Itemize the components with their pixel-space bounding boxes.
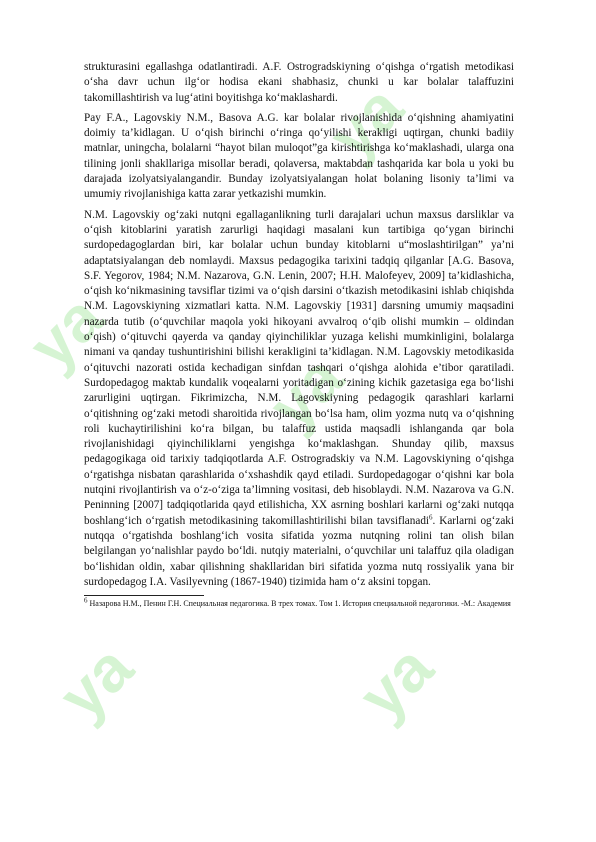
watermark: ya [344, 631, 447, 733]
footnote-marker: 6 [84, 596, 88, 605]
watermark: ya [254, 341, 357, 443]
document-body [84, 60, 514, 610]
footnote-divider [84, 595, 204, 596]
paragraph-3-text-end: . Karlarni og‘zaki nutqqa o‘rgatishda boshlang‘ich vosita sifatida yozma nutqning rolini tan olish bilan belgilangan yo‘nalishlar paydo bo‘ldi. nutqiy materialni, o‘quvchilar uni talaffuz qila oladigan bo‘lishidan oldin, xabar qilishning shakllaridan biri sifatida yozma nutq rossiyalik yana bir surdopedagog I.A. Vasilyevning (1867-1940) tizimida ham o‘z aksini topgan. [84, 514, 514, 588]
footnote [84, 596, 514, 610]
paragraph-3-text: N.M. Lagovskiy og‘zaki nutqni egallaganlikning turli darajalari uchun maxsus darsliklar va o‘qish kitoblarini yaratish zarurligi haqidagi masalani kun tartibiga qo‘ygan birinchi surdopedagoglardan biri, kar bolalar uchun bunday kitoblarni u“moslashtirilgan” ya’ni adaptatsiyalangan deb nomlaydi. Maxsus pedagogika tarixini tadqiq qilganlar [A.G. Basova, S.F. Yegorov, 1984; N.M. Nazarova, G.N. Lenin, 2007; H.H. Malofeyev, 2009] ta’kidlashicha, o‘qish ko‘nikmasining tavsiflar tizimi va o‘qish darsini o‘tkazish metodikasini ishlab chiqishda N.M. Lagovskiyning xizmatlari katta. N.M. Lagovskiy [1931] darsning umumiy maqsadini nazarda tutib (o‘quvchilar maqola yoki hikoyani avvalroq o‘qib olishi mumkin – oldindan o‘qish) o‘qituvchi qayerda va qanday qiyinchiliklar yuzaga kelishi mumkinligini, bolalarga nimani va qanday tushuntirishini bilishi kerakligini ta’kidlagan. N.M. Lagovskiy metodikasida o‘qituvchi nazorati ostida kechadigan sinfdan tashqari o‘qishga alohida e’tibor qaratiladi. Surdopedagog maktab kundalik voqealarni yoritadigan o‘zining kichik gazetasiga ega bo‘lishi zarurligini uqtirgan. Fikrimizcha, N.M. Lagovskiyning pedagogik qarashlari karlarni o‘qitishning og‘zaki metodi sharoitida rivojlangan bo‘lsa ham, olim yozma nutq va o‘qishning roli kuchaytirilishini ko‘ra bilgan, bu talaffuz ustida maqsadli ishlanganda qar bola rivojlanishidagi qiyinchiliklarni yengishga ko‘maklashgan. Shunday qilib, maxsus pedagogikaga oid tarixiy tadqiqotlarda A.F. Ostrogradskiy va N.M. Lagovskiyning o‘qishga o‘rgatishga nisbatan qarashlarida o‘xshashdik qayd etiladi. Surdopedagogar o‘qishni kar bola nutqini rivojlantirish va o‘z-o‘ziga ta’limning vositasi, deb hisoblaydi. N.M. Nazarova va G.N. Peninning [2007] tadqiqotlarida qayd etilishicha, XX asrning boshlari karlarni og‘zaki nutqqa boshlang‘ich o‘rgatish metodikasining takomillashtirilishi bilan tavsiflanadi [84, 208, 514, 527]
watermark: ya [314, 71, 417, 173]
paragraph-3 [84, 208, 514, 590]
footnote-text: Назарова Н.М., Пенин Г.Н. Специальная педагогика. В трех томах. Том 1. История специальной педагогики. -М.: Академия [87, 599, 511, 609]
paragraph-1: strukturasini egallashga odatlantiradi. A.F. Ostrogradskiyning o‘qishga o‘rgatish metodikasi o‘sha davr uchun ilg‘or hodisa ekani shabhasiz, chunki u kar bolalar talaffuzini takomillashtirish va lug‘atini boyitishga ko‘maklashardi. [84, 61, 514, 104]
footnote-reference: 6 [429, 512, 433, 521]
watermark: ya [14, 281, 117, 383]
paragraph-2: Pay F.A., Lagovskiy N.M., Basova A.G. kar bolalar rivojlanishida o‘qishning ahamiyatini doimiy ta’kidlagan. U o‘qish birinchi o‘ringa qo‘yilishi kerakligi uqtirgan, chunki badiiy matnlar, uningcha, bolalarni “hayot bilan muloqot”ga kirishtirishga ko‘maklashadi, ularga ona tilining jonli shakllariga misollar beradi, qolaversa, maktabdan tashqarida kar bola u yoki bu darajada izolyatsiyalangandir. Bunday izolyatsiyalangan holat bolaning lisoniy ta’limi va umumiy rivojlanishiga katta zarar yetkazishi mumkin. [84, 111, 514, 201]
watermark: ya [44, 631, 147, 733]
